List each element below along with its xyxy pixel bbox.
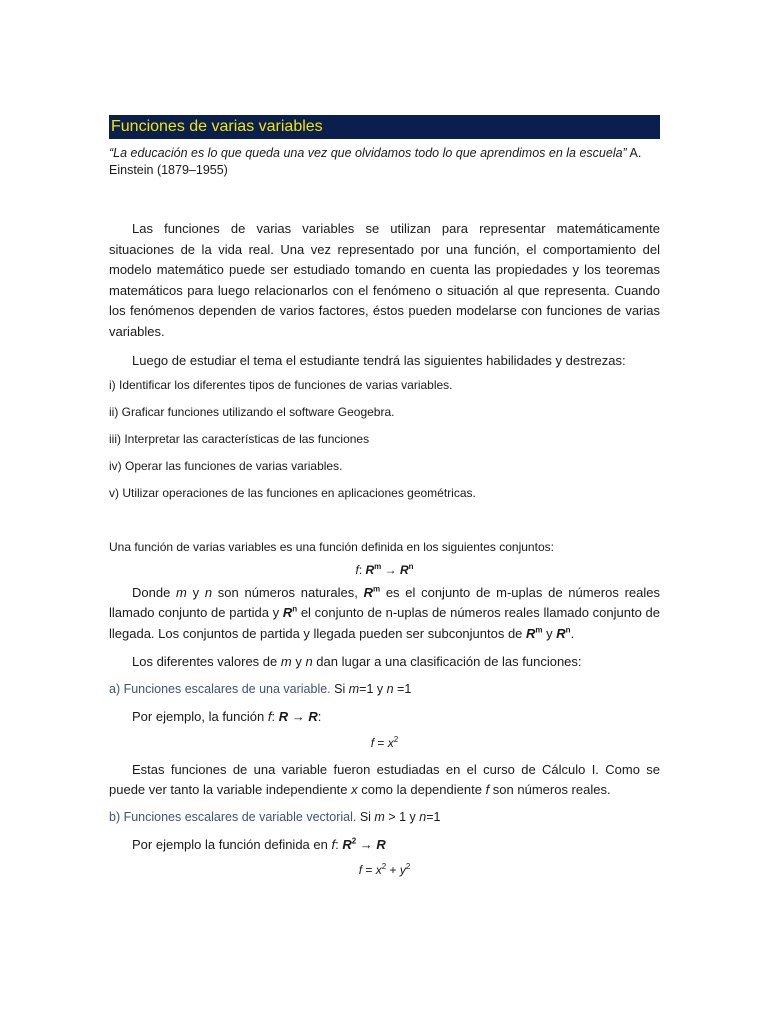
main-formula: f: $R^m \to R^n$ [355, 561, 414, 577]
formula-a: $f = x^2$ [370, 734, 399, 750]
quote-author: A. Einstein (1879–1955) [109, 146, 642, 177]
skills-list [109, 377, 660, 501]
document-page [109, 115, 660, 877]
skill-item: i) Identificar los diferentes tipos de funciones de varias variables. [109, 377, 453, 392]
definition-text: Una función de varias variables es una función definida en los siguientes conjuntos: [109, 539, 554, 554]
section-a-heading: a) Funciones escalares de una variable. Si m=1 y n =1 [109, 681, 412, 696]
example-a-text: Por ejemplo, la función f: R → R: [132, 708, 322, 724]
section-b-heading: b) Funciones escalares de variable vectorial. Si m > 1 y n=1 [109, 809, 441, 824]
skill-item: ii) Graficar funciones utilizando el software Geogebra. [109, 404, 395, 419]
donde-paragraph: Donde m y n son números naturales, $R^m$ es el conjunto de m-uplas de números reales llamado conjunto de partida y $R^n$ el conjunto de n-uplas de números reales llamado conjunto de llegada. Los conjuntos de partida y llegada pueden ser subconjuntos de $R^m$ y $R^n$. [109, 584, 660, 641]
quote-text: “La educación es lo que queda una vez que olvidamos todo lo que aprendimos en la escuela” [109, 146, 627, 160]
formula-b: $f = x^2 + y^2$ [358, 862, 411, 878]
valores-paragraph: Los diferentes valores de m y n dan lugar a una clasificación de las funciones: [132, 654, 582, 670]
estas-paragraph: Estas funciones de una variable fueron estudiadas en el curso de Cálculo I. Como se puede ver tanto la variable independiente x como la dependiente f son números reales. [109, 761, 660, 798]
skills-intro: Luego de estudiar el tema el estudiante tendrá las siguientes habilidades y destrezas: [132, 352, 626, 368]
document-title: Funciones de varias variables [109, 115, 660, 139]
skill-item: v) Utilizar operaciones de las funciones en aplicaciones geométricas. [109, 485, 476, 500]
epigraph-quote [109, 145, 660, 179]
example-b-text: Por ejemplo la función definida en f: $R^2 \to R$ [132, 836, 386, 852]
intro-paragraph: Las funciones de varias variables se utilizan para representar matemáticamente situaciones de la vida real. Una vez representado por una función, el comportamiento del modelo matemático puede ser estudiado tomando en cuenta las propiedades y los teoremas matemáticos para luego relacionarlos con el fenómeno o situación al que representa. Cuando los fenómenos dependen de varios factores, éstos pueden modelarse con funciones de varias variables. [109, 221, 660, 339]
skill-item: iii) Interpretar las características de las funciones [109, 431, 370, 446]
skill-item: iv) Operar las funciones de varias variables. [109, 458, 343, 473]
